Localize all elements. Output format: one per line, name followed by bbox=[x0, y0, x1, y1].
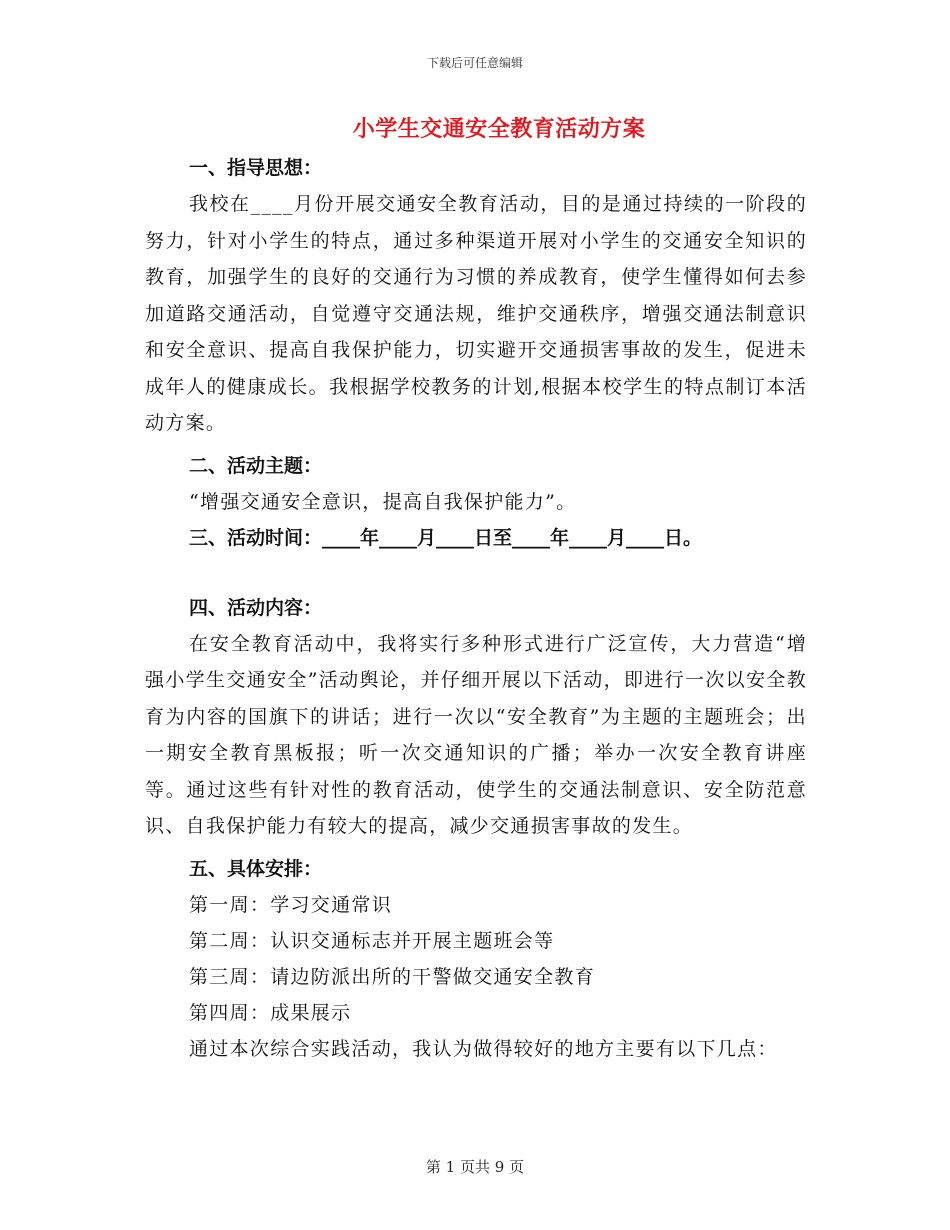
section-2-heading: 二、活动主题： bbox=[189, 454, 323, 477]
page-footer: 第 1 页共 9 页 bbox=[425, 1158, 525, 1176]
section-2-theme: “增强交通安全意识，提高自我保护能力”。 bbox=[189, 490, 577, 513]
schedule-item: 第四周：成果展示 bbox=[189, 1001, 352, 1024]
document-title: 小学生交通安全教育活动方案 bbox=[352, 116, 646, 142]
section-5-closing: 通过本次综合实践活动，我认为做得较好的地方主要有以下几点： bbox=[189, 1037, 778, 1060]
section-3-heading: 三、活动时间：____年____月____日至____年____月____日。 bbox=[189, 526, 703, 549]
schedule-item: 第三周：请边防派出所的干警做交通安全教育 bbox=[189, 965, 596, 988]
section-1-paragraph: 我校在____月份开展交通安全教育活动，目的是通过持续的一阶段的努力，针对小学生的特点，通过多种渠道开展对小学生的交通安全知识的教育，加强学生的良好的交通行为习惯的养成教育，使学生懂得如何去参加道路交通活动，自觉遵守交通法规，维护交通秩序，增强交通法制意识和安全意识、提高自我保护能力，切实避开交通损害事故的发生，促进未成年人的健康成长。我根据学校教务的计划,根据本校学生的特点制订本活动方案。 bbox=[145, 193, 807, 434]
header-note: 下载后可任意编辑 bbox=[426, 56, 523, 70]
schedule-item: 第二周：认识交通标志并开展主题班会等 bbox=[189, 929, 555, 952]
document-body bbox=[145, 150, 807, 1067]
section-4-paragraph: 在安全教育活动中，我将实行多种形式进行广泛宣传，大力营造“增强小学生交通安全”活动舆论，并仔细开展以下活动，即进行一次以安全教育为内容的国旗下的讲话；进行一次以“安全教育”为主题的主题班会；出一期安全教育黑板报；听一次交通知识的广播；举办一次安全教育讲座等。通过这些有针对性的教育活动，使学生的交通法制意识、安全防范意识、自我保护能力有较大的提高，减少交通损害事故的发生。 bbox=[145, 632, 807, 837]
section-5-heading: 五、具体安排： bbox=[189, 857, 323, 880]
section-1-heading: 一、指导思想： bbox=[189, 157, 323, 179]
schedule-item: 第一周：学习交通常识 bbox=[189, 893, 393, 916]
section-4-heading: 四、活动内容： bbox=[189, 596, 323, 619]
